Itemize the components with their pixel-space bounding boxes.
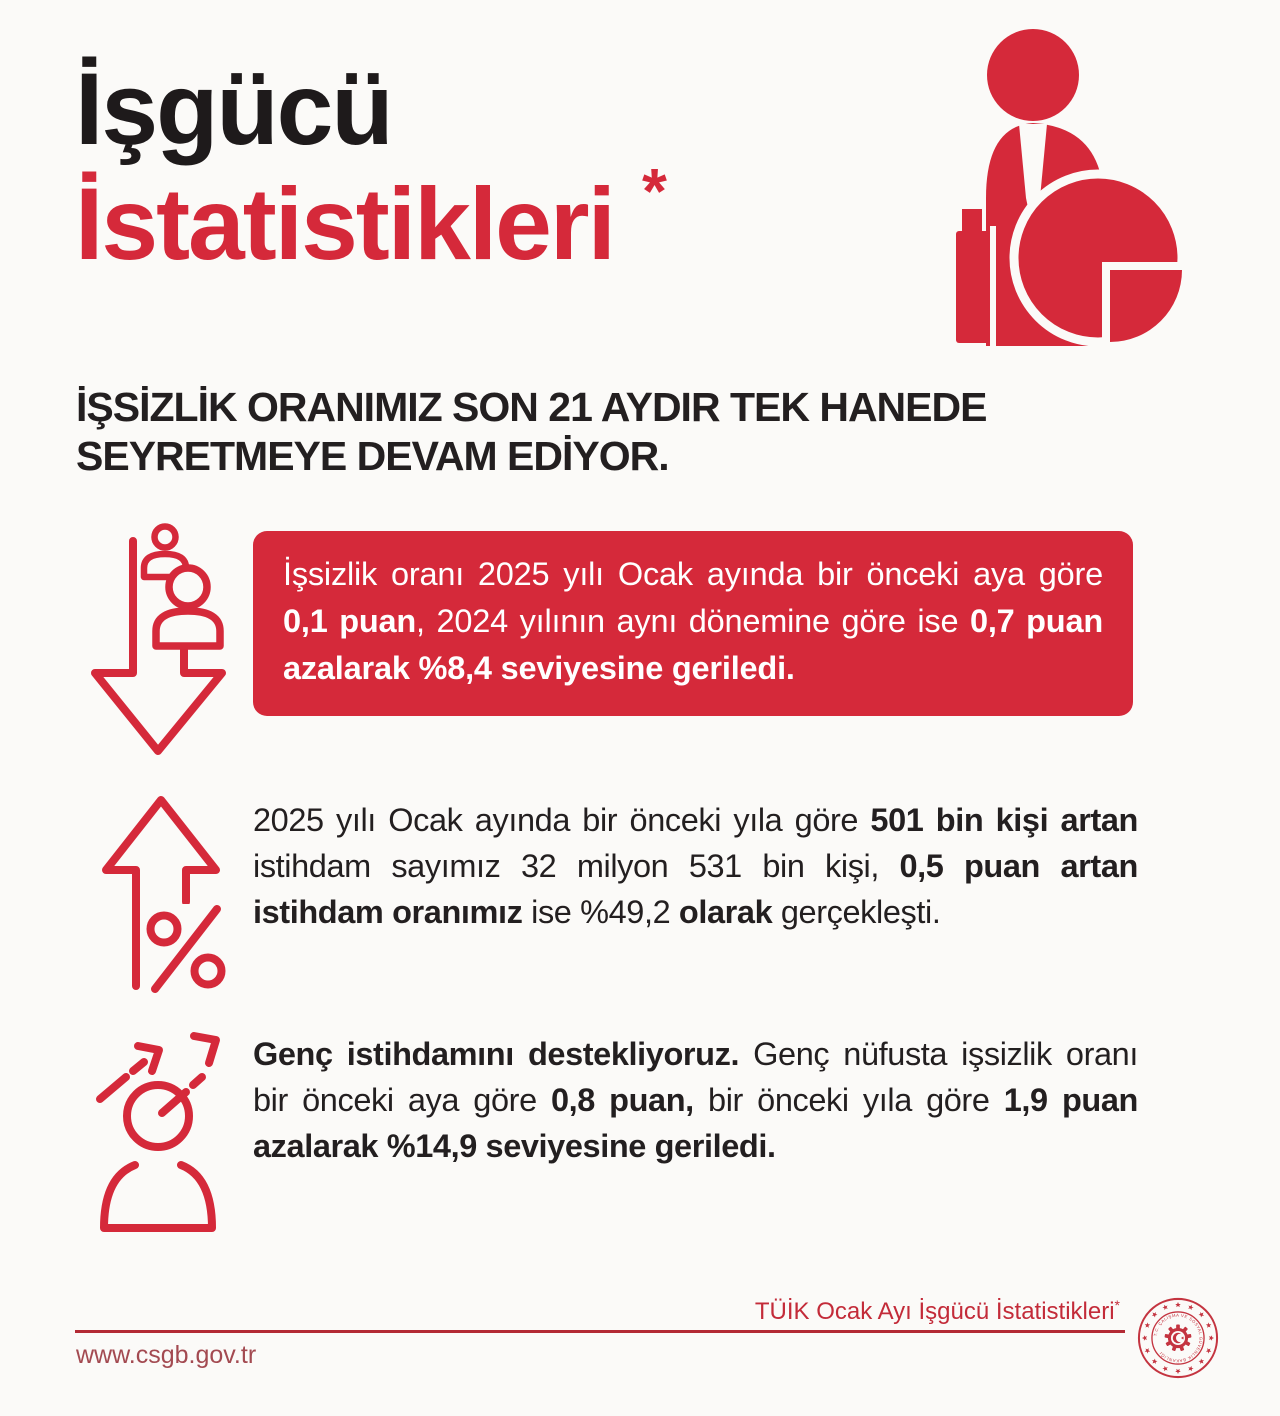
text-segment: 0,7 puan azalarak %8,4 seviyesine geriledi. — [283, 603, 1103, 686]
down-arrow-people-icon — [85, 515, 235, 765]
text-segment: 0,1 puan — [283, 603, 417, 639]
up-arrow-percent-icon — [98, 790, 228, 995]
title-line2 — [75, 155, 667, 282]
title-line2-text: İstatistikleri — [75, 167, 614, 282]
text-segment: 0,8 puan, — [550, 1082, 694, 1118]
headline-line2: SEYRETMEYE DEVAM EDİYOR. — [76, 433, 669, 479]
text-segment: gerçekleşti. — [772, 894, 941, 930]
footer-divider-line — [75, 1330, 1125, 1333]
employment-paragraph — [253, 797, 1138, 935]
youth-employment-paragraph — [253, 1031, 1138, 1169]
seal-ring-text: T.C. ÇALIŞMA VE SOSYAL GÜVENLİK BAKANLIĞI — [1152, 1312, 1204, 1364]
text-segment: istihdam sayımız 32 milyon 531 bin kişi, — [253, 848, 900, 884]
headline — [76, 383, 986, 481]
person-pie-chart-icon — [948, 26, 1198, 346]
footer-source-note — [755, 1297, 1120, 1326]
footer-source-note-text: TÜİK Ocak Ayı İşgücü İstatistikleri — [754, 1298, 1115, 1325]
text-segment: , 2024 yılının aynı dönemine göre ise — [416, 603, 970, 639]
rising-arrows-person-icon — [88, 1020, 228, 1235]
footer-website-url: www.csgb.gov.tr — [76, 1341, 257, 1369]
text-segment: Genç istihdamını destekliyoruz. — [253, 1036, 740, 1072]
text-segment: Genç nüfusta işsizlik oranı bir önceki aya göre — [253, 1036, 1138, 1118]
title-asterisk: * — [641, 155, 667, 228]
headline-line1: İŞSİZLİK ORANIMIZ SON 21 AYDIR TEK HANEDE — [76, 384, 987, 430]
text-segment: 0,5 puan artan istihdam oranımız — [253, 848, 1138, 930]
text-segment: 2025 yılı Ocak ayında bir önceki yıla göre — [253, 802, 871, 838]
text-segment: olarak — [678, 894, 773, 930]
text-segment: bir önceki yıla göre — [693, 1082, 1004, 1118]
text-segment: ise %49,2 — [522, 894, 679, 930]
text-segment: İşsizlik oranı 2025 yılı Ocak ayında bir önceki aya göre — [283, 556, 1103, 592]
seal-gear-crescent — [1164, 1325, 1191, 1352]
text-segment: 1,9 puan azalarak %14,9 seviyesine geriledi. — [253, 1082, 1138, 1164]
title-line1: İşgücü — [75, 52, 392, 166]
ministry-of-labor-seal-icon — [1136, 1296, 1220, 1380]
footer-source-note-asterisk: * — [1114, 1297, 1120, 1313]
page-title — [75, 52, 667, 283]
text-segment: 501 bin kişi artan — [870, 802, 1138, 838]
unemployment-highlight-box — [253, 531, 1133, 716]
